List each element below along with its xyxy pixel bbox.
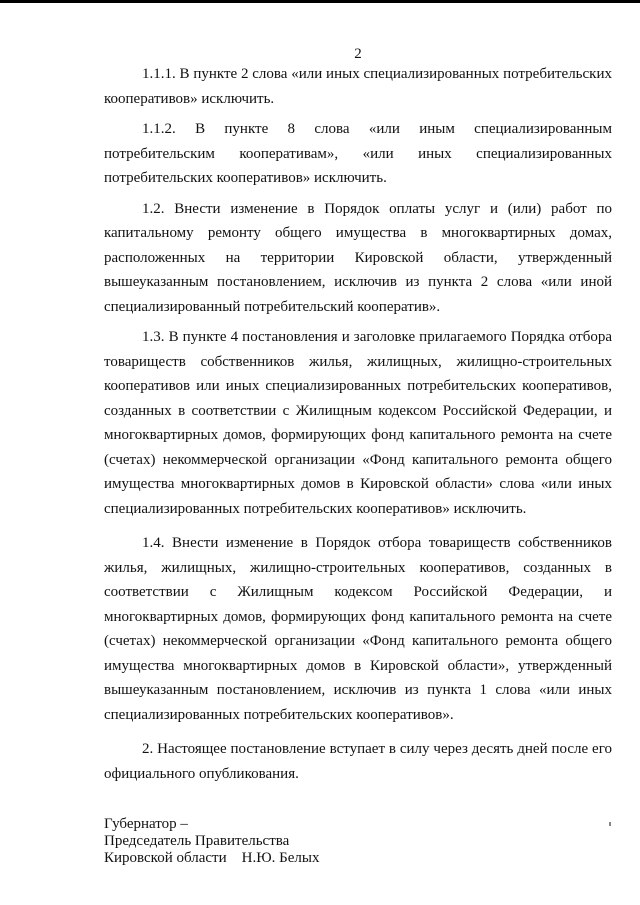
page-number: 2 bbox=[354, 46, 362, 62]
paragraph-1-1-1: 1.1.1. В пункте 2 слова «или иных специализированных потребительских кооперативов» исключить. bbox=[104, 66, 612, 107]
page-top-rule bbox=[0, 0, 640, 3]
paragraph-1-3: 1.3. В пункте 4 постановления и заголовке прилагаемого Порядка отбора товариществ собственников жилья, жилищных, жилищно-строительных кооперативов или иных специализированных потребительских кооперативов, созданных в соответствии с Жилищным кодексом Российской Федерации, и многоквартирных домов, формирующих фонд капитального ремонта на счете (счетах) некоммерческой организации «Фонд капитального ремонта общего имущества многоквартирных домов в Кировской области» слова «или иных специализированных потребительских кооперативов» исключить. bbox=[104, 329, 612, 517]
signature-region-and-name: Кировской области Н.Ю. Белых bbox=[104, 850, 320, 866]
document-body bbox=[104, 62, 612, 786]
signature-title: Губернатор – bbox=[104, 816, 188, 832]
paragraph-1-4: 1.4. Внести изменение в Порядок отбора товариществ собственников жилья, жилищных, жилищно-строительных кооперативов, созданных в соответствии с Жилищным кодексом Российской Федерации, и многоквартирных домов, формирующих фонд капитального ремонта на счете (счетах) некоммерческой организации «Фонд капитального ремонта общего имущества многоквартирных домов в Кировской области», утвержденный вышеуказанным постановлением, исключив из пункта 1 слова «или иных специализированных потребительских кооперативов». bbox=[104, 535, 612, 723]
paragraph-2: 2. Настоящее постановление вступает в силу через десять дней после его официального опубликования. bbox=[104, 741, 612, 782]
signature-block bbox=[104, 816, 319, 867]
paragraph-1-1-2: 1.1.2. В пункте 8 слова «или иным специализированным потребительским кооперативам», «или иных специализированных потребительских кооперативов» исключить. bbox=[104, 121, 612, 186]
scan-artifact bbox=[609, 822, 611, 826]
paragraph-1-2: 1.2. Внести изменение в Порядок оплаты услуг и (или) работ по капитальному ремонту общего имущества в многоквартирных домах, расположенных на территории Кировской области, утвержденный вышеуказанным постановлением, исключив из пункта 2 слова «или иной специализированный потребительский кооператив». bbox=[104, 200, 612, 315]
signature-position: Председатель Правительства bbox=[104, 833, 290, 849]
